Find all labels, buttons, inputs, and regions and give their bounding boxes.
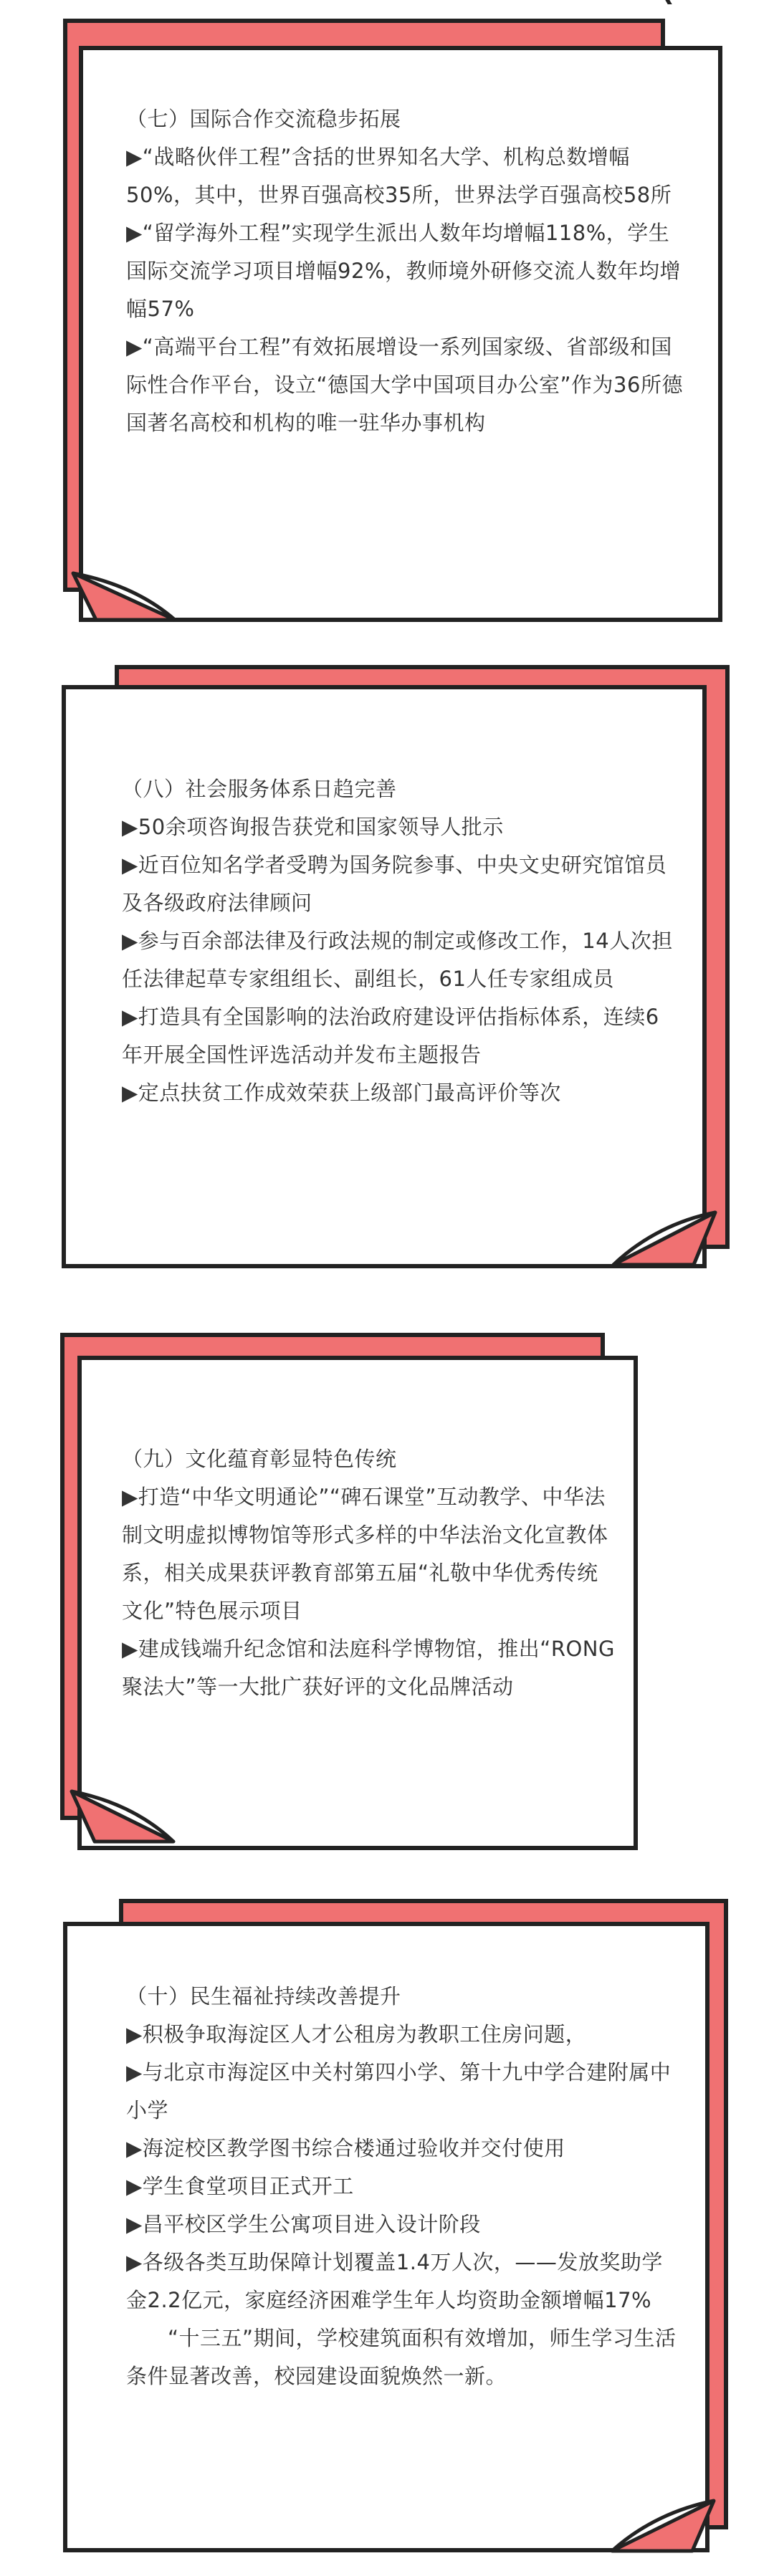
section-heading: （八）社会服务体系日趋完善 xyxy=(122,777,397,801)
list-item: ▶海淀校区教学图书综合楼通过验收并交付使用 xyxy=(126,2136,565,2160)
list-item: ▶建成钱端升纪念馆和法庭科学博物馆，推出“RONG聚法大”等一大批广获好评的文化品牌活动 xyxy=(122,1637,615,1699)
list-item: ▶积极争取海淀区人才公租房为教职工住房问题， xyxy=(126,2022,587,2046)
page-curl-decoration xyxy=(601,1197,722,1272)
section-10-content xyxy=(126,1978,678,2395)
section-7-content xyxy=(126,100,685,442)
list-item: ▶打造“中华文明通论”“碑石课堂”互动教学、中华法制文明虚拟博物馆等形式多样的中华法治文化宣教体系，相关成果获评教育部第五届“礼敬中华优秀传统文化”特色展示项目 xyxy=(122,1485,608,1623)
card-section-10 xyxy=(0,1877,774,2576)
list-item: ▶定点扶贫工作成效荣获上级部门最高评价等次 xyxy=(122,1081,561,1105)
list-item: ▶“高端平台工程”有效拓展增设一系列国家级、省部级和国际性合作平台，设立“德国大学中国项目办公室”作为36所德国著名高校和机构的唯一驻华办事机构 xyxy=(126,335,683,435)
section-heading: （九）文化蕴育彰显特色传统 xyxy=(122,1447,397,1471)
list-item: ▶参与百余部法律及行政法规的制定或修改工作，14人次担任法律起草专家组组长、副组长，61人任专家组成员 xyxy=(122,929,673,991)
list-item: ▶昌平校区学生公寓项目进入设计阶段 xyxy=(126,2212,481,2236)
card-section-8 xyxy=(0,645,774,1318)
list-item: ▶近百位知名学者受聘为国务院参事、中央文史研究馆馆员及各级政府法律顾问 xyxy=(122,853,667,915)
section-heading: （十）民生福祉持续改善提升 xyxy=(126,1984,401,2008)
list-item: ▶50余项咨询报告获党和国家领导人批示 xyxy=(122,815,504,839)
list-item: ▶“留学海外工程”实现学生派出人数年均增幅118%，学生国际交流学习项目增幅92%，教师境外研修交流人数年均增幅57% xyxy=(126,221,681,321)
page-curl-decoration xyxy=(599,2486,721,2558)
list-item: ▶打造具有全国影响的法治政府建设评估指标体系，连续6年开展全国性评选活动并发布主题报告 xyxy=(122,1005,659,1067)
card-section-7 xyxy=(0,0,774,645)
list-item: ▶与北京市海淀区中关村第四小学、第十九中学合建附属中小学 xyxy=(126,2060,672,2122)
section-9-content xyxy=(122,1440,616,1706)
page-curl-decoration xyxy=(67,559,189,627)
list-item: ▶学生食堂项目正式开工 xyxy=(126,2174,354,2198)
section-8-content xyxy=(122,770,674,1112)
list-item: ▶“战略伙伴工程”含括的世界知名大学、机构总数增幅50%，其中，世界百强高校35所，世界法学百强高校58所 xyxy=(126,145,672,207)
list-item: ▶各级各类互助保障计划覆盖1.4万人次，——发放奖助学金2.2亿元，家庭经济困难学生年人均资助金额增幅17% xyxy=(126,2250,663,2312)
section-heading: （七）国际合作交流稳步拓展 xyxy=(126,107,401,131)
card-section-9 xyxy=(0,1318,774,1877)
page-curl-decoration xyxy=(66,1777,188,1849)
closing-paragraph: “十三五”期间，学校建筑面积有效增加，师生学习生活条件显著改善，校园建设面貌焕然一新。 xyxy=(126,2326,677,2388)
